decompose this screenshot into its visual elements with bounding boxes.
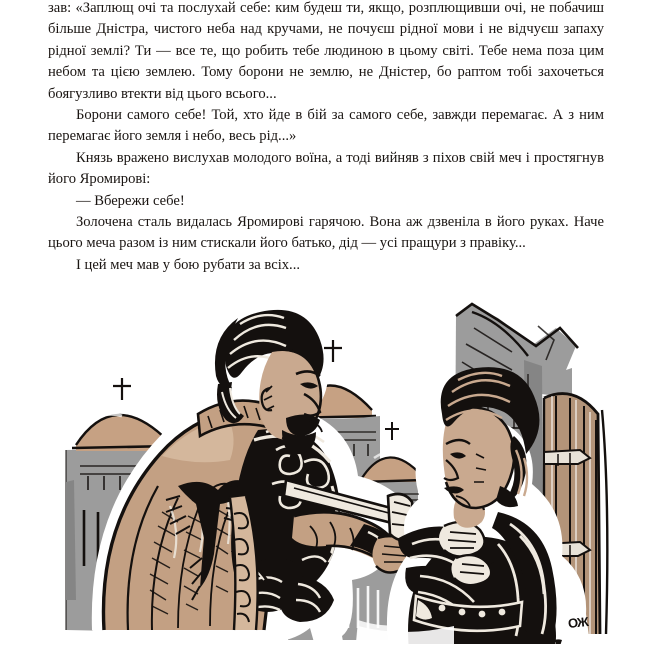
paragraph: зав: «Заплющ очі та послухай себе: ким будеш ти, якщо, розплющивши очі, не побачиш більше Дністра, чистого неба над кручами, не почуєш рідної мови і не відчуєш запаху рідної землі? Ти — все те, що робить тебе людиною в цьому світі. Тебе нема поза цим небом та цією землею. Тому борони не землю, не Дністер, бо раптом тобі захочеться боягузливо втекти від цього всього... xyxy=(48,0,604,102)
paragraph: Князь вражено вислухав молодого воїна, а тоді вийняв з піхов свій меч і простягнув його Яромирові: xyxy=(48,149,604,188)
illustration xyxy=(58,300,614,644)
body-text xyxy=(48,0,604,276)
illustration-artwork xyxy=(58,300,614,644)
paragraph: — Вбережи себе! xyxy=(76,192,185,209)
paragraph: Золочена сталь видалась Яромирові гарячою. Вона аж дзвеніла в його руках. Наче цього меча разом із ним стискали його батько, дід — усі пращури з правіку... xyxy=(48,214,604,252)
artist-signature: ОЖ xyxy=(567,614,589,631)
paragraph: І цей меч мав у бою рубати за всіх... xyxy=(76,256,301,273)
paragraph: Борони самого себе! Той, хто йде в бій за самого себе, завжди перемагає. А з ним перемагає його земля і небо, весь рід...» xyxy=(48,107,604,145)
